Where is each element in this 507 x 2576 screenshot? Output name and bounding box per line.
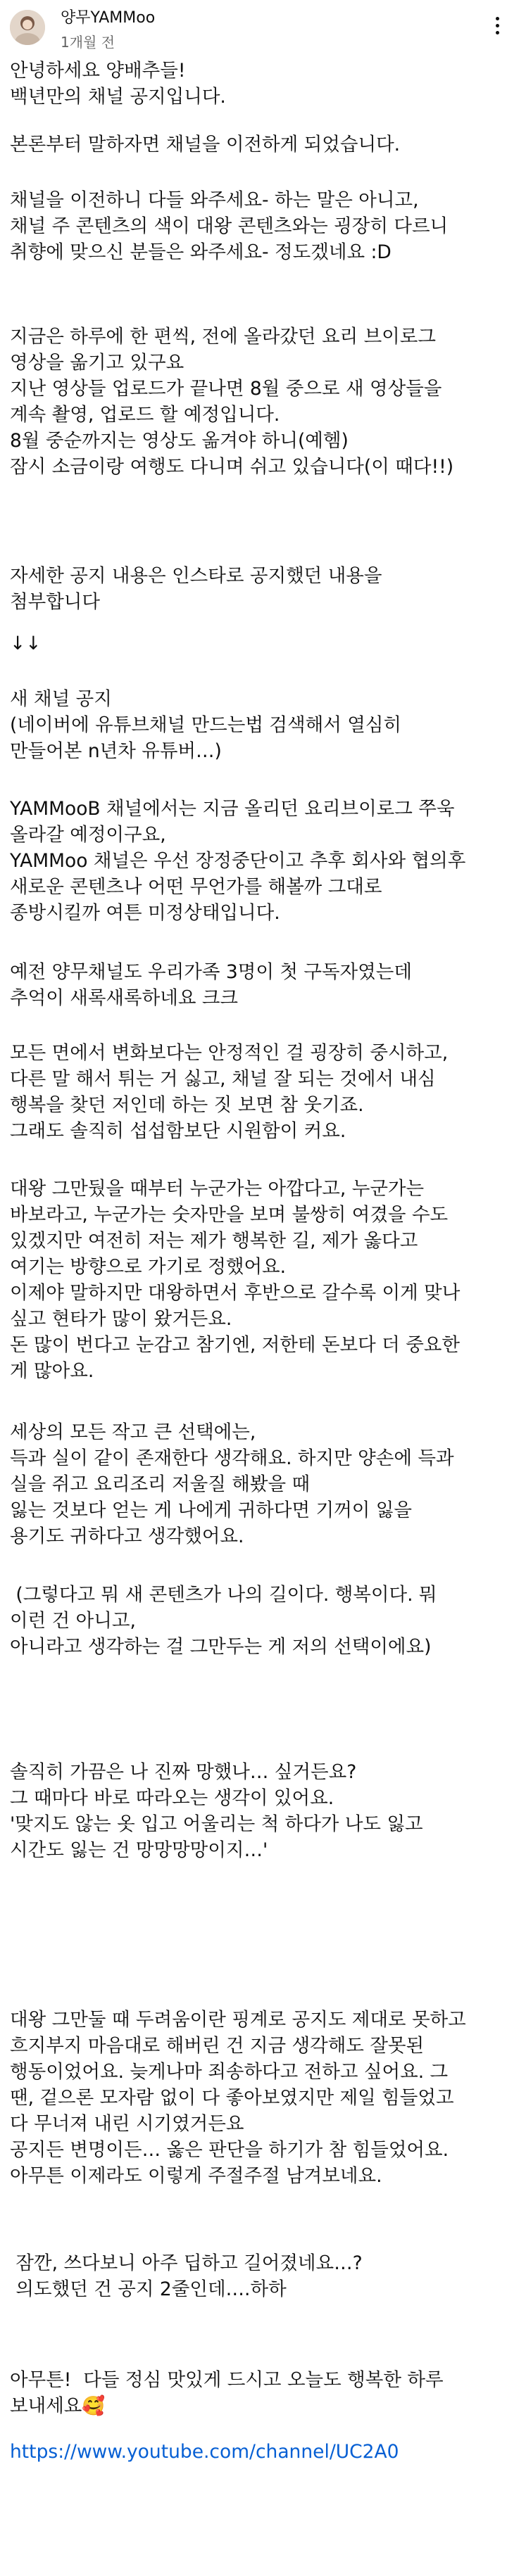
- channel-link[interactable]: https://www.youtube.com/channel/UC2A0: [10, 2441, 399, 2463]
- post-paragraph: 자세한 공지 내용은 인스타로 공지했던 내용을 첨부합니다: [10, 565, 382, 613]
- more-options-button[interactable]: [487, 10, 507, 41]
- post-paragraph: 지금은 하루에 한 편씩, 전에 올라갔던 요리 브이로그 영상을 옮기고 있구요 지난 영상들 업로드가 끝나면 8월 중으로 새 영상들을 계속 촬영, 업로드 할 예정입니다. 8월 중순까지는 영상도 옮겨야 하니(예헴) 잠시 소금이랑 여행도 다니며 쉬고 있습니다(이 때다!!): [10, 326, 454, 478]
- post-paragraph: 예전 양무채널도 우리가족 3명이 첫 구독자였는데 추억이 새록새록하네요 크크: [10, 961, 412, 1009]
- post-paragraph: 세상의 모든 작고 큰 선택에는, 득과 실이 같이 존재한다 생각해요. 하지만 양손에 득과 실을 쥐고 요리조리 저울질 해봤을 때 잃는 것보다 얻는 게 나에게 귀하다면 기꺼이 잃을 용기도 귀하다고 생각했어요.: [10, 1421, 454, 1547]
- dot-icon: [496, 24, 499, 27]
- post-paragraph: 채널을 이전하니 다들 와주세요- 하는 말은 아니고, 채널 주 콘텐츠의 색이 대왕 콘텐츠와는 굉장히 다르니 취향에 맞으신 분들은 와주세요- 정도겠네요 :D: [10, 189, 449, 263]
- post-paragraph: 새 채널 공지 (네이버에 유튜브채널 만드는법 검색해서 열심히 만들어본 n년차 유튜버…): [10, 688, 402, 762]
- post-paragraph: 대왕 그만뒀을 때부터 누군가는 아깝다고, 누군가는 바보라고, 누군가는 숫자만을 보며 불쌍히 여겼을 수도 있겠지만 여전히 저는 제가 행복한 길, 제가 옳다고 여기는 방향으로 가기로 정했어요. 이제야 말하지만 대왕하면서 후반으로 갈수록 이게 맞나 싶고 현타가 많이 왔거든요. 돈 많이 번다고 눈감고 참기엔, 저한테 돈보다 더 중요한 게 많아요.: [10, 1178, 461, 1382]
- dot-icon: [496, 31, 499, 34]
- post-paragraph: 안녕하세요 양배추들! 백년만의 채널 공지입니다.: [10, 60, 226, 108]
- post-paragraph: YAMMooB 채널에서는 지금 올리던 요리브이로그 쭈욱 올라갈 예정이구요, YAMMoo 채널은 우선 장정중단이고 추후 회사와 협의후 새로운 콘텐츠나 어떤 무언가를 해볼까 그대로 종방시킬까 여튼 미정상태입니다.: [10, 798, 466, 924]
- post-paragraph: 대왕 그만둘 때 두려움이란 핑계로 공지도 제대로 못하고 흐지부지 마음대로 해버린 건 지금 생각해도 잘못된 행동이었어요. 늦게나마 죄송하다고 전하고 싶어요. 그 땐, 겉으론 모자람 없이 다 좋아보였지만 제일 힘들었고 다 무너져 내린 시기였거든요 공지든 변명이든… 옳은 판단을 하기가 참 힘들었어요. 아무튼 이제라도 이렇게 주절주절 남겨보네요.: [10, 2009, 466, 2187]
- post-paragraph: 잠깐, 쓰다보니 아주 딥하고 길어졌네요…? 의도했던 건 공지 2줄인데….하하: [15, 2252, 363, 2300]
- post-time[interactable]: 1개월 전: [61, 34, 115, 51]
- author-name[interactable]: 양무YAMMoo: [61, 9, 156, 27]
- post-paragraph: ↓↓: [10, 633, 42, 654]
- post-paragraph: 모든 면에서 변화보다는 안정적인 걸 굉장히 중시하고, 다른 말 해서 튀는 거 싫고, 채널 잘 되는 것에서 내심 행복을 찾던 저인데 하는 짓 보면 참 웃기죠. 그래도 솔직히 섭섭함보단 시원함이 커요.: [10, 1042, 449, 1142]
- post-paragraph: 본론부터 말하자면 채널을 이전하게 되었습니다.: [10, 134, 401, 156]
- channel-avatar[interactable]: [10, 10, 45, 45]
- avatar-photo-icon: [10, 10, 45, 45]
- dot-icon: [496, 17, 499, 20]
- post-paragraph: 솔직히 가끔은 나 진짜 망했나… 싶거든요? 그 때마다 바로 따라오는 생각이 있어요. '맞지도 않는 옷 입고 어울리는 척 하다가 나도 잃고 시간도 잃는 건 망망망망이지…': [10, 1761, 423, 1861]
- post-paragraph: (그렇다고 뭐 새 콘텐츠가 나의 길이다. 행복이다. 뭐 이런 건 아니고, 아니라고 생각하는 걸 그만두는 게 저의 선택이에요): [10, 1584, 437, 1658]
- post-paragraph: 아무튼! 다들 정심 맛있게 드시고 오늘도 행복한 하루 보내세요🥰: [10, 2369, 444, 2417]
